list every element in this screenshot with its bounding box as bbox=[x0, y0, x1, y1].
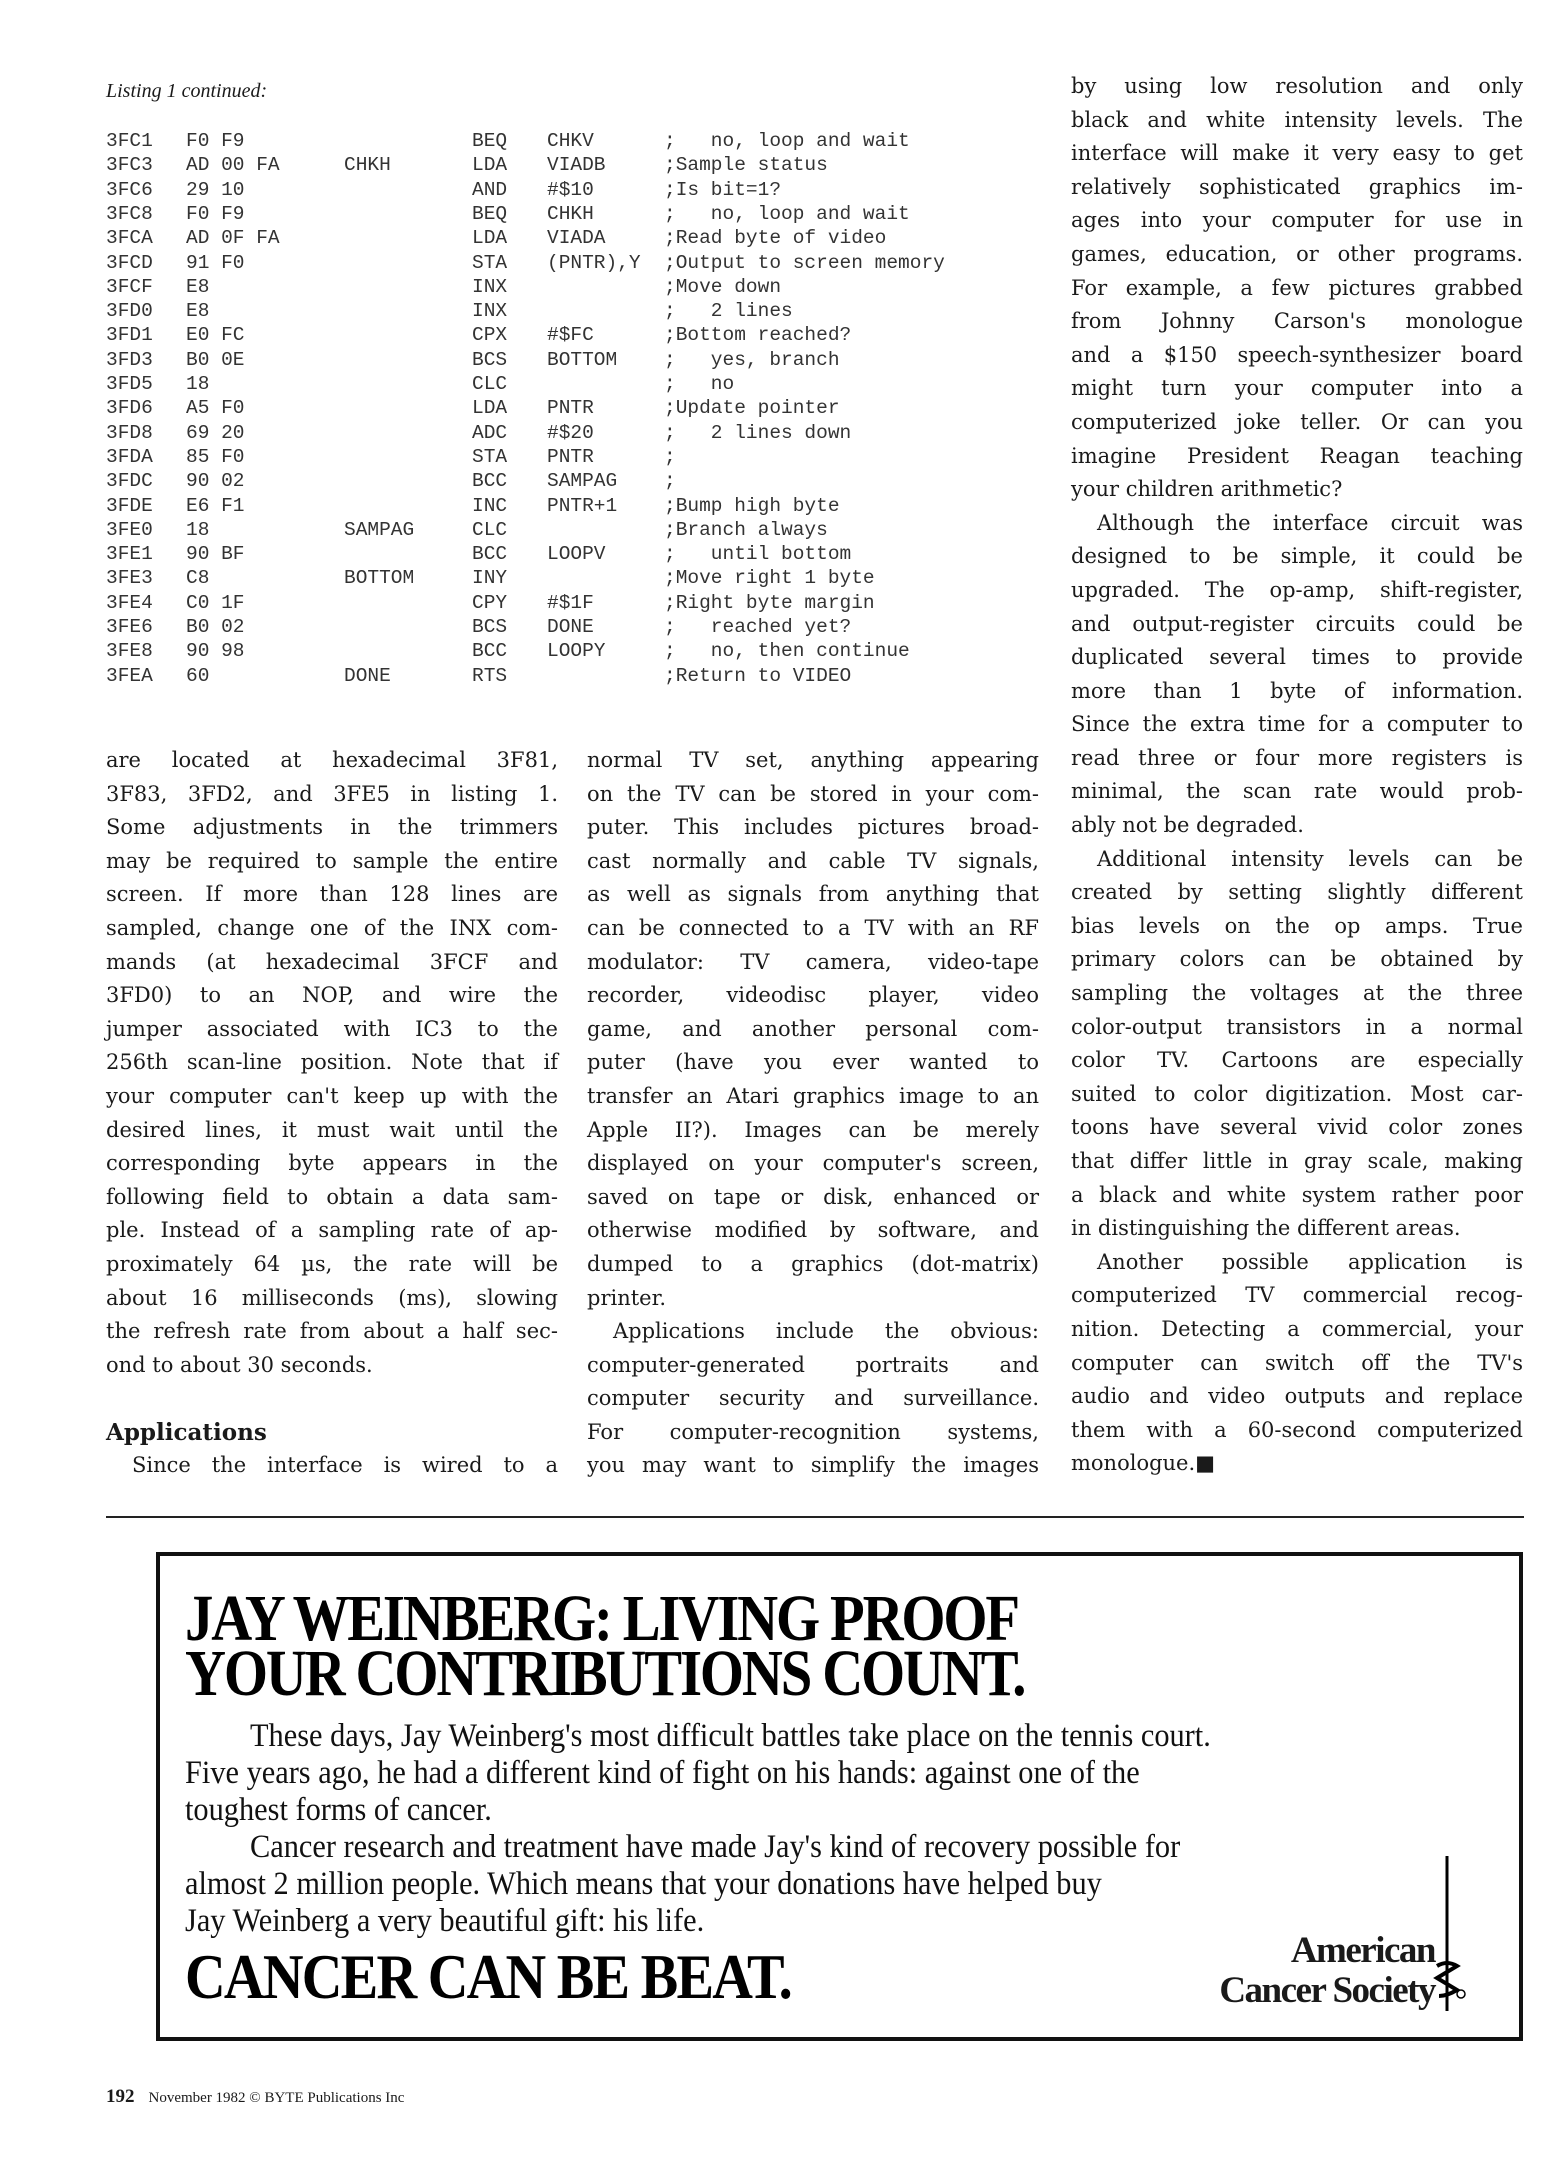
listing-row bbox=[0, 446, 1050, 470]
listing-addr: 3FD6 bbox=[106, 397, 153, 420]
article-column-3 bbox=[1071, 70, 1523, 1481]
text-line: sampling the voltages at the three bbox=[1071, 981, 1523, 1006]
listing-bytes: 18 bbox=[186, 518, 210, 541]
text-line: computer-generated portraits and bbox=[587, 1352, 1039, 1377]
listing-operand: #$20 bbox=[547, 421, 594, 444]
listing-op: CLC bbox=[472, 518, 508, 541]
listing-comment: ; until bottom bbox=[664, 543, 852, 566]
listing-comment: ;Update pointer bbox=[664, 397, 840, 420]
listing-comment: ; no, loop and wait bbox=[664, 130, 910, 152]
listing-addr: 3FD5 bbox=[106, 373, 153, 395]
text-line: are located at hexadecimal 3F81, bbox=[106, 748, 558, 772]
listing-op: CPY bbox=[472, 591, 508, 614]
text-line: suited to color digitization. Most car- bbox=[1071, 1081, 1523, 1106]
listing-bytes: E6 F1 bbox=[186, 494, 245, 517]
article-column-2 bbox=[587, 744, 1039, 1483]
listing-comment: ;Move down bbox=[664, 275, 782, 298]
text-line: normal TV set, anything appearing bbox=[587, 748, 1039, 772]
listing-addr: 3FE8 bbox=[106, 640, 153, 663]
ad-body-line: almost 2 million people. Which means that your donations have helped buy bbox=[185, 1866, 1102, 1902]
listing-row bbox=[0, 349, 1050, 373]
listing-row bbox=[0, 567, 1050, 591]
text-line: audio and video outputs and replace bbox=[1071, 1384, 1523, 1409]
listing-addr: 3FCA bbox=[106, 227, 153, 250]
text-line: toons have several vivid color zones bbox=[1071, 1115, 1523, 1140]
text-line: Additional intensity levels can be bbox=[1097, 846, 1523, 871]
listing-bytes: 60 bbox=[186, 664, 210, 687]
listing-op: AND bbox=[472, 178, 508, 201]
listing-bytes: C0 1F bbox=[186, 591, 245, 614]
listing-addr: 3FEA bbox=[106, 664, 153, 687]
listing-operand: PNTR bbox=[547, 397, 594, 420]
listing-bytes: C8 bbox=[186, 567, 210, 590]
footer-text: November 1982 © BYTE Publications Inc bbox=[148, 2090, 405, 2106]
listing-op: BCS bbox=[472, 348, 508, 371]
listing-bytes: F0 F9 bbox=[186, 130, 245, 152]
listing-operand: LOOPV bbox=[547, 543, 606, 566]
page-number: 192 bbox=[106, 2086, 135, 2107]
text-line: relatively sophisticated graphics im- bbox=[1071, 174, 1523, 199]
listing-row bbox=[0, 519, 1050, 543]
listing-operand: LOOPY bbox=[547, 640, 606, 663]
listing-op: CPX bbox=[472, 324, 508, 347]
text-line: otherwise modified by software, and bbox=[587, 1218, 1039, 1243]
text-line: and a $150 speech-synthesizer board bbox=[1071, 342, 1523, 367]
listing-comment: ;Output to screen memory bbox=[664, 251, 945, 274]
listing-comment: ; bbox=[664, 445, 676, 468]
text-line: ably not be degraded. bbox=[1071, 813, 1304, 838]
listing-row bbox=[0, 665, 1050, 689]
listing-comment: ; 2 lines down bbox=[664, 421, 852, 444]
listing-operand: #$FC bbox=[547, 324, 594, 347]
text-line: 3F83, 3FD2, and 3FE5 in listing 1. bbox=[106, 781, 558, 806]
listing-comment: ; no bbox=[664, 373, 735, 395]
text-line: ages into your computer for use in bbox=[1071, 208, 1523, 233]
text-line: puter. This includes pictures broad- bbox=[587, 815, 1039, 840]
listing-addr: 3FDA bbox=[106, 445, 153, 468]
listing-op: ADC bbox=[472, 421, 508, 444]
text-line: about 16 milliseconds (ms), slowing bbox=[106, 1285, 558, 1310]
text-line: your children arithmetic? bbox=[1071, 477, 1343, 502]
listing-row bbox=[0, 397, 1050, 421]
text-line: sampled, change one of the INX com- bbox=[106, 915, 558, 940]
text-line: created by setting slightly different bbox=[1071, 880, 1523, 905]
listing-bytes: 91 F0 bbox=[186, 251, 245, 274]
listing-operand: CHKV bbox=[547, 130, 594, 152]
listing-row bbox=[0, 373, 1050, 397]
text-line: recorder, videodisc player, video bbox=[587, 983, 1039, 1008]
listing-operand: PNTR bbox=[547, 445, 594, 468]
listing-row bbox=[0, 227, 1050, 251]
text-line: as well as signals from anything that bbox=[587, 882, 1039, 907]
ad-headline-line: JAY WEINBERG: LIVING PROOF bbox=[185, 1582, 1018, 1655]
text-line: Since the interface is wired to a bbox=[132, 1453, 558, 1478]
text-line: more than 1 byte of information. bbox=[1071, 678, 1523, 703]
listing-op: CLC bbox=[472, 373, 508, 395]
text-line: displayed on your computer's screen, bbox=[587, 1151, 1039, 1176]
listing-addr: 3FDE bbox=[106, 494, 153, 517]
listing-comment: ; yes, branch bbox=[664, 348, 840, 371]
text-line: games, education, or other programs. bbox=[1071, 241, 1523, 266]
listing-comment: ;Return to VIDEO bbox=[664, 664, 852, 687]
text-line: the refresh rate from about a half sec- bbox=[106, 1319, 558, 1344]
listing-op: BEQ bbox=[472, 202, 508, 225]
text-line: For example, a few pictures grabbed bbox=[1071, 275, 1523, 300]
text-line: them with a 60-second computerized bbox=[1071, 1417, 1523, 1442]
text-line: proximately 64 µs, the rate will be bbox=[106, 1251, 558, 1276]
listing-addr: 3FCD bbox=[106, 251, 153, 274]
listing-operand: BOTTOM bbox=[547, 348, 618, 371]
listing-addr: 3FCF bbox=[106, 275, 153, 298]
listing-addr: 3FD0 bbox=[106, 300, 153, 323]
listing-caption: Listing 1 continued: bbox=[106, 80, 268, 102]
listing-comment: ;Branch always bbox=[664, 518, 828, 541]
listing-label: CHKH bbox=[344, 154, 391, 177]
text-line: a black and white system rather poor bbox=[1071, 1182, 1523, 1207]
listing-row bbox=[0, 470, 1050, 494]
ad-slogan: CANCER CAN BE BEAT. bbox=[185, 1941, 791, 2012]
listing-addr: 3FC8 bbox=[106, 202, 153, 225]
paragraph-gap bbox=[106, 1382, 558, 1416]
text-line: upgraded. The op-amp, shift-register, bbox=[1071, 577, 1523, 602]
listing-operand: DONE bbox=[547, 616, 594, 638]
text-line: 3FD0) to an NOP, and wire the bbox=[106, 983, 558, 1008]
listing-bytes: 18 bbox=[186, 373, 210, 395]
text-line: 256th scan-line position. Note that if bbox=[106, 1050, 558, 1075]
listing-bytes: 29 10 bbox=[186, 178, 245, 201]
text-line: Although the interface circuit was bbox=[1097, 510, 1523, 535]
listing-row bbox=[0, 324, 1050, 348]
listing-comment: ;Move right 1 byte bbox=[664, 567, 875, 590]
text-line: screen. If more than 128 lines are bbox=[106, 882, 558, 907]
text-line: in distinguishing the different areas. bbox=[1071, 1216, 1461, 1241]
text-line: desired lines, it must wait until the bbox=[106, 1117, 558, 1142]
text-line: jumper associated with IC3 to the bbox=[106, 1016, 558, 1041]
listing-op: LDA bbox=[472, 227, 508, 250]
listing-comment: ;Right byte margin bbox=[664, 591, 875, 614]
text-line: cast normally and cable TV signals, bbox=[587, 848, 1039, 873]
listing-bytes: B0 02 bbox=[186, 616, 245, 638]
listing-operand: (PNTR),Y bbox=[547, 251, 641, 274]
listing-op: BCC bbox=[472, 543, 508, 566]
acs-logo-text bbox=[1135, 1931, 1435, 2011]
listing-row bbox=[0, 154, 1050, 178]
listing-row bbox=[0, 300, 1050, 324]
listing-comment: ; 2 lines bbox=[664, 300, 793, 323]
listing-addr: 3FE4 bbox=[106, 591, 153, 614]
text-line: saved on tape or disk, enhanced or bbox=[587, 1184, 1039, 1209]
listing-operand: PNTR+1 bbox=[547, 494, 618, 517]
listing-label: BOTTOM bbox=[344, 567, 415, 590]
listing-comment: ; bbox=[664, 470, 676, 493]
listing-op: STA bbox=[472, 251, 508, 274]
text-line: on the TV can be stored in your com- bbox=[587, 781, 1039, 806]
listing-addr: 3FE3 bbox=[106, 567, 153, 590]
acs-logo-line: Cancer Society bbox=[1219, 1970, 1435, 2011]
page-footer bbox=[106, 2086, 404, 2108]
article-column-1 bbox=[106, 744, 558, 1483]
listing-row bbox=[0, 640, 1050, 664]
text-line: that differ little in gray scale, making bbox=[1071, 1149, 1523, 1173]
sword-icon bbox=[1431, 1856, 1471, 2016]
ad-headline-line: YOUR CONTRIBUTIONS COUNT. bbox=[185, 1637, 1025, 1710]
ad-body-line: These days, Jay Weinberg's most difficult battles take place on the tennis court. bbox=[250, 1718, 1211, 1754]
listing-operand: #$10 bbox=[547, 178, 594, 201]
text-line: game, and another personal com- bbox=[587, 1016, 1039, 1041]
listing-comment: ;Bottom reached? bbox=[664, 324, 852, 347]
listing-comment: ; reached yet? bbox=[664, 616, 852, 638]
listing-operand: #$1F bbox=[547, 591, 594, 614]
listing-op: BCC bbox=[472, 470, 508, 493]
acs-logo-line: American bbox=[1290, 1930, 1435, 1971]
listing-row bbox=[0, 179, 1050, 203]
text-line: read three or four more registers is bbox=[1071, 745, 1523, 770]
text-line: monologue.■ bbox=[1071, 1451, 1215, 1476]
listing-operand: CHKH bbox=[547, 202, 594, 225]
listing-comment: ;Is bit=1? bbox=[664, 178, 782, 201]
listing-op: INC bbox=[472, 494, 508, 517]
listing-row bbox=[0, 543, 1050, 567]
text-line: Another possible application is bbox=[1097, 1249, 1523, 1274]
listing-op: INY bbox=[472, 567, 508, 590]
listing-row bbox=[0, 422, 1050, 446]
text-line: computerized joke teller. Or can you bbox=[1071, 409, 1523, 434]
listing-bytes: E8 bbox=[186, 275, 210, 298]
listing-addr: 3FE6 bbox=[106, 616, 153, 638]
ad-body-line: Jay Weinberg a very beautiful gift: his life. bbox=[185, 1903, 705, 1939]
listing-bytes: 90 BF bbox=[186, 543, 245, 566]
listing-operand: VIADB bbox=[547, 154, 606, 177]
listing-operand: SAMPAG bbox=[547, 470, 618, 493]
text-line: bias levels on the op amps. True bbox=[1071, 913, 1523, 938]
divider-rule bbox=[106, 1516, 1524, 1518]
text-line: might turn your computer into a bbox=[1071, 376, 1523, 401]
listing-addr: 3FC3 bbox=[106, 154, 153, 177]
listing-row bbox=[0, 203, 1050, 227]
text-line: imagine President Reagan teaching bbox=[1071, 443, 1523, 468]
text-line: your computer can't keep up with the bbox=[106, 1083, 558, 1108]
text-line: mands (at hexadecimal 3FCF and bbox=[106, 949, 558, 974]
text-line: For computer-recognition systems, bbox=[587, 1419, 1039, 1444]
text-line: primary colors can be obtained by bbox=[1071, 947, 1523, 972]
text-line: by using low resolution and only bbox=[1071, 74, 1523, 98]
listing-comment: ; no, loop and wait bbox=[664, 202, 910, 225]
ad-body-line: Cancer research and treatment have made Jay's kind of recovery possible for bbox=[250, 1829, 1181, 1865]
text-line: transfer an Atari graphics image to an bbox=[587, 1083, 1039, 1108]
listing-bytes: 90 98 bbox=[186, 640, 245, 663]
text-line: Some adjustments in the trimmers bbox=[106, 815, 558, 840]
listing-op: INX bbox=[472, 300, 508, 323]
listing-addr: 3FC6 bbox=[106, 178, 153, 201]
text-line: may be required to sample the entire bbox=[106, 848, 558, 873]
listing-bytes: E0 FC bbox=[186, 324, 245, 347]
listing-bytes: AD 00 FA bbox=[186, 154, 280, 177]
listing-row bbox=[0, 130, 1050, 154]
text-line: ond to about 30 seconds. bbox=[106, 1352, 373, 1377]
listing-label: DONE bbox=[344, 664, 391, 687]
listing-comment: ;Bump high byte bbox=[664, 494, 840, 517]
text-line: ple. Instead of a sampling rate of ap- bbox=[106, 1218, 558, 1243]
listing-bytes: AD 0F FA bbox=[186, 227, 280, 250]
listing-bytes: A5 F0 bbox=[186, 397, 245, 420]
text-line: following field to obtain a data sam- bbox=[106, 1184, 558, 1209]
listing-row bbox=[0, 495, 1050, 519]
listing-addr: 3FDC bbox=[106, 470, 153, 493]
ad-body-line: toughest forms of cancer. bbox=[185, 1792, 492, 1828]
text-line: designed to be simple, it could be bbox=[1071, 544, 1523, 569]
listing-addr: 3FD3 bbox=[106, 348, 153, 371]
listing-addr: 3FD8 bbox=[106, 421, 153, 444]
text-line: computer security and surveillance. bbox=[587, 1386, 1039, 1411]
listing-bytes: F0 F9 bbox=[186, 202, 245, 225]
listing-label: SAMPAG bbox=[344, 518, 415, 541]
listing-row bbox=[0, 276, 1050, 300]
text-line: corresponding byte appears in the bbox=[106, 1151, 558, 1176]
text-line: you may want to simplify the images bbox=[587, 1453, 1039, 1478]
section-heading: Applications bbox=[106, 1418, 267, 1446]
listing-row bbox=[0, 616, 1050, 640]
text-line: dumped to a graphics (dot-matrix) bbox=[587, 1251, 1039, 1276]
listing-comment: ; no, then continue bbox=[664, 640, 910, 663]
listing-addr: 3FE1 bbox=[106, 543, 153, 566]
listing-op: BEQ bbox=[472, 130, 508, 152]
text-line: Apple II?). Images can be merely bbox=[587, 1117, 1039, 1142]
listing-comment: ;Read byte of video bbox=[664, 227, 887, 250]
listing-comment: ;Sample status bbox=[664, 154, 828, 177]
text-line: puter (have you ever wanted to bbox=[587, 1050, 1039, 1075]
listing-row bbox=[0, 592, 1050, 616]
text-line: and output-register circuits could be bbox=[1071, 611, 1523, 636]
listing-addr: 3FE0 bbox=[106, 518, 153, 541]
listing-op: BCC bbox=[472, 640, 508, 663]
advertisement bbox=[156, 1552, 1523, 2041]
listing-operand: VIADA bbox=[547, 227, 606, 250]
text-line: printer. bbox=[587, 1285, 666, 1310]
listing-addr: 3FC1 bbox=[106, 130, 153, 152]
listing-bytes: 85 F0 bbox=[186, 445, 245, 468]
listing-bytes: E8 bbox=[186, 300, 210, 323]
text-line: from Johnny Carson's monologue bbox=[1071, 309, 1523, 334]
text-line: color-output transistors in a normal bbox=[1071, 1014, 1523, 1039]
listing-op: BCS bbox=[472, 616, 508, 638]
listing-op: STA bbox=[472, 445, 508, 468]
listing-bytes: B0 0E bbox=[186, 348, 245, 371]
text-line: duplicated several times to provide bbox=[1071, 645, 1523, 670]
text-line: Applications include the obvious: bbox=[613, 1319, 1039, 1344]
text-line: modulator: TV camera, video-tape bbox=[587, 949, 1039, 974]
text-line: minimal, the scan rate would prob- bbox=[1071, 779, 1523, 804]
listing-op: INX bbox=[472, 275, 508, 298]
listing-row bbox=[0, 252, 1050, 276]
listing-addr: 3FD1 bbox=[106, 324, 153, 347]
text-line: black and white intensity levels. The bbox=[1071, 107, 1523, 132]
listing-op: RTS bbox=[472, 664, 508, 687]
text-line: nition. Detecting a commercial, your bbox=[1071, 1316, 1523, 1341]
text-line: computerized TV commercial recog- bbox=[1071, 1283, 1523, 1308]
listing-op: LDA bbox=[472, 397, 508, 420]
text-line: Since the extra time for a computer to bbox=[1071, 712, 1523, 737]
text-line: computer can switch off the TV's bbox=[1071, 1350, 1523, 1375]
text-line: color TV. Cartoons are especially bbox=[1071, 1048, 1523, 1073]
text-line: interface will make it very easy to get bbox=[1071, 141, 1523, 166]
listing-op: LDA bbox=[472, 154, 508, 177]
ad-body-line: Five years ago, he had a different kind of fight on his hands: against one of the bbox=[185, 1755, 1140, 1791]
listing-bytes: 90 02 bbox=[186, 470, 245, 493]
listing-bytes: 69 20 bbox=[186, 421, 245, 444]
text-line: can be connected to a TV with an RF bbox=[587, 915, 1039, 940]
